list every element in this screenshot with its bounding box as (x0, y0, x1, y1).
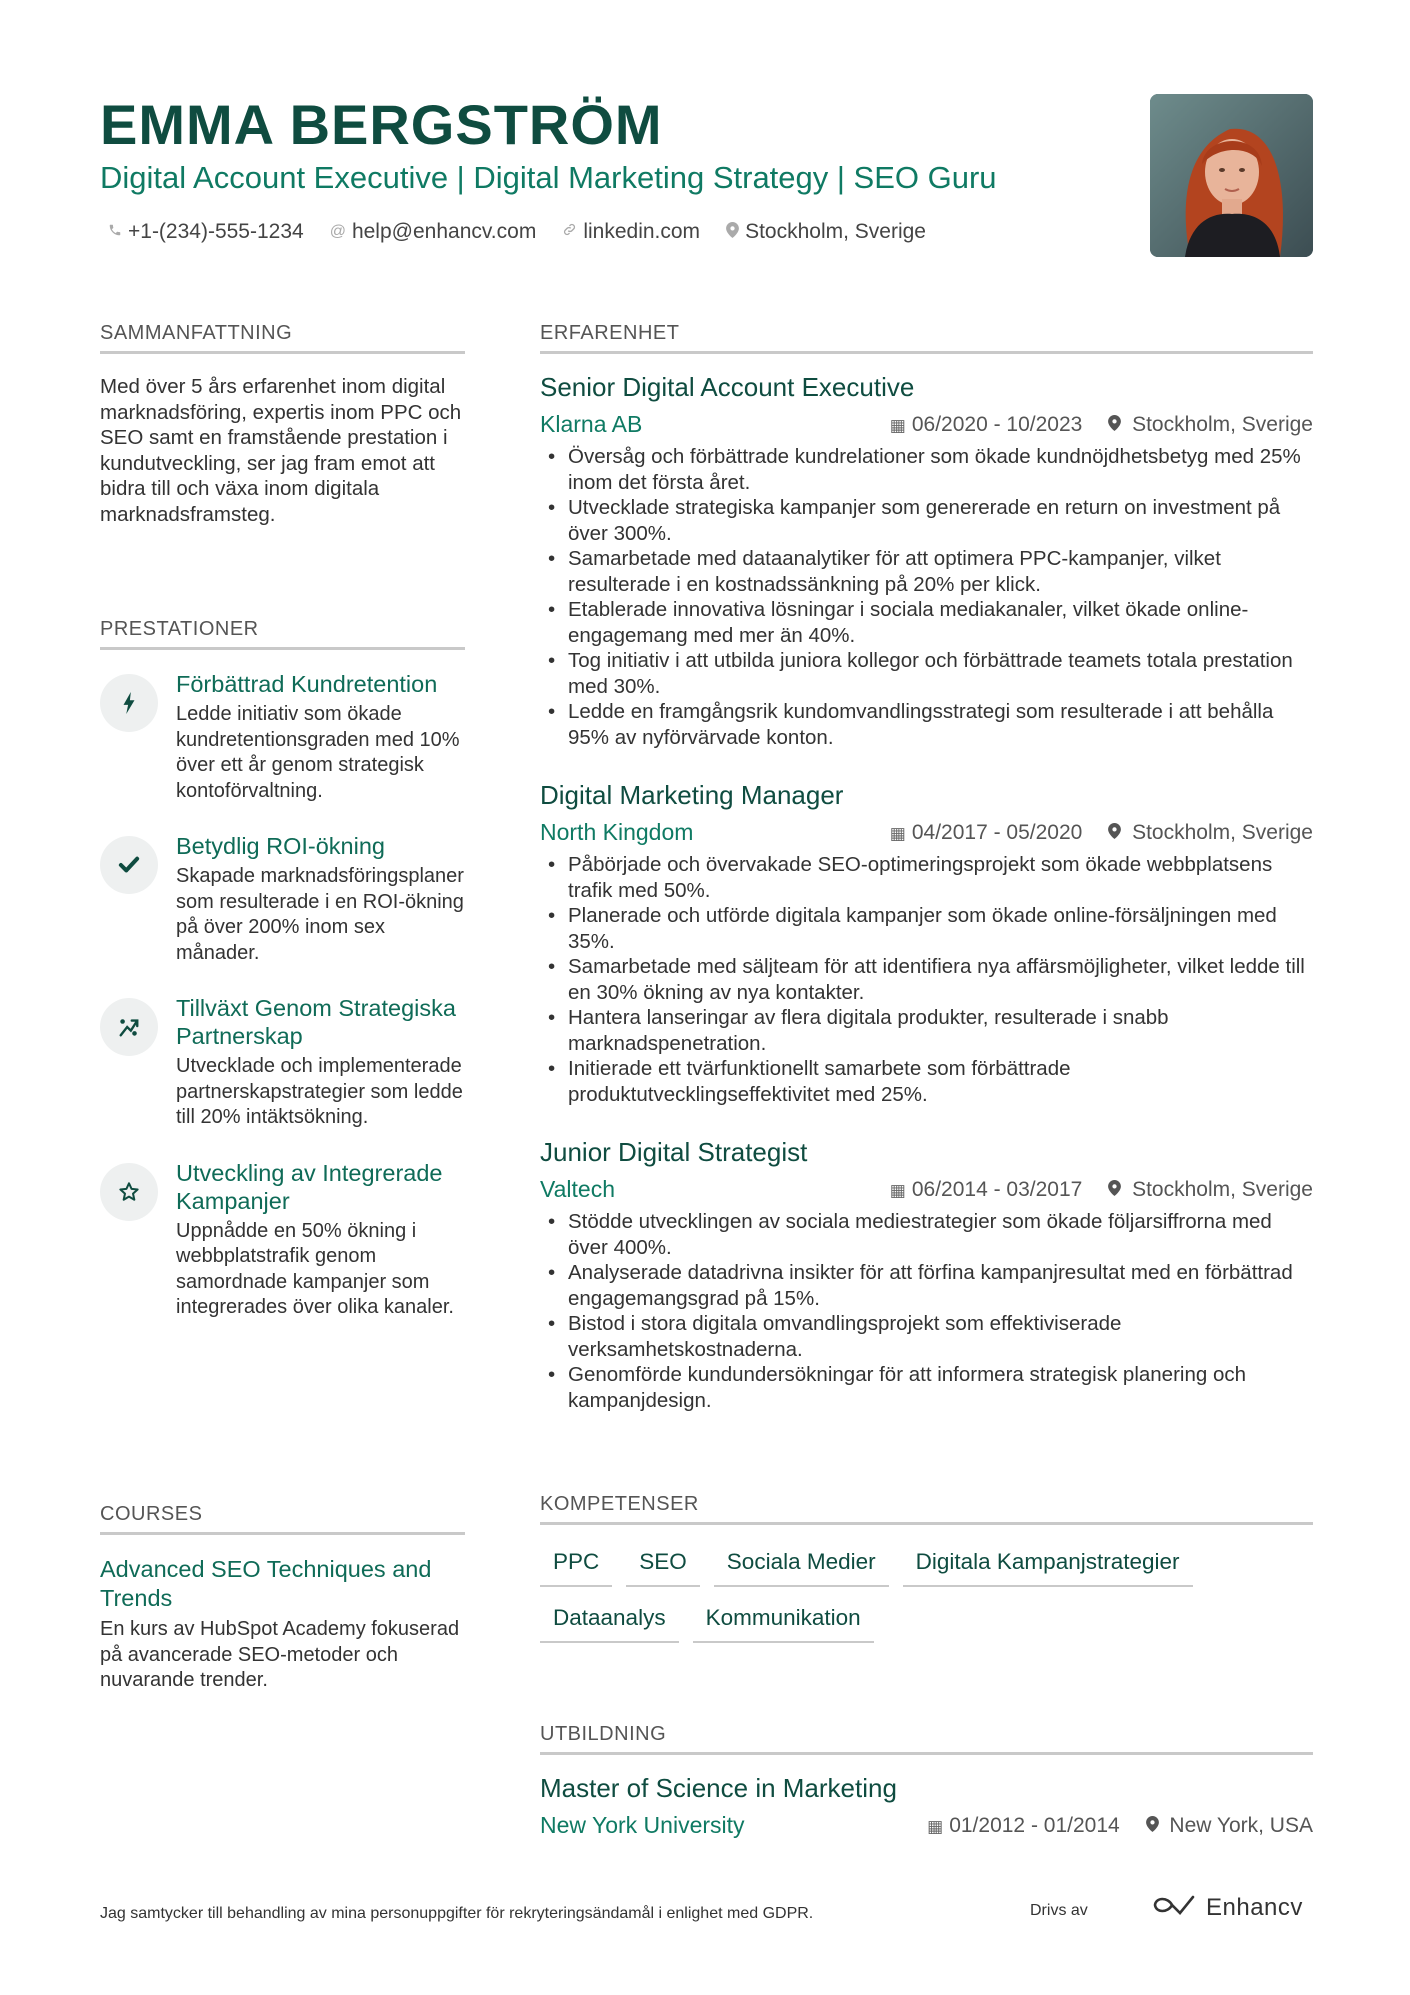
contact-location-text: Stockholm, Sverige (745, 220, 926, 243)
job-title: Senior Digital Account Executive (540, 372, 915, 402)
job-bullet: • Ledde en framgångsrik kundomvandlingsstrategi som resulterade i att behålla 95% av nyförvärvade konton. (540, 699, 1313, 750)
candidate-headline: Digital Account Executive | Digital Marketing Strategy | SEO Guru (100, 160, 997, 195)
job-title: Junior Digital Strategist (540, 1137, 808, 1167)
contact-linkedin-text: linkedin.com (583, 220, 701, 243)
job-bullet: • Utvecklade strategiska kampanjer som genererade en return on investment på över 300%. (540, 495, 1313, 546)
school-name: New York University (540, 1812, 745, 1838)
job-company: Klarna AB (540, 411, 643, 437)
education-dates: 01/2012 - 01/2014 (949, 1813, 1120, 1837)
skill-tag: PPC (540, 1545, 612, 1587)
skills-section (540, 1493, 1313, 1643)
at-icon: @ (329, 223, 346, 240)
lightning-icon (100, 674, 158, 732)
skill-tag: Kommunikation (693, 1601, 874, 1643)
contact-email-text: help@enhancv.com (351, 220, 537, 243)
education-heading: UTBILDNING (540, 1723, 1313, 1755)
enhancv-logo[interactable] (1150, 1893, 1303, 1922)
experience-section (540, 322, 1313, 1413)
achievement-title: Förbättrad Kundretention (176, 671, 438, 697)
job-bullet: • Stödde utvecklingen av sociala mediestrategier som ökade följarsiffrorna med över 400%. (540, 1209, 1313, 1260)
profile-photo (1150, 94, 1313, 257)
education-section (540, 1723, 1313, 1839)
contact-phone[interactable] (108, 220, 304, 244)
course-desc: En kurs av HubSpot Academy fokuserad på avancerade SEO-metoder och nuvarande trender. (100, 1618, 460, 1691)
link-icon (562, 222, 577, 242)
job-location: Stockholm, Sverige (1132, 412, 1313, 436)
job-location: Stockholm, Sverige (1132, 820, 1313, 844)
job-bullets (540, 852, 1313, 1107)
job-bullet: • Initierade ett tvärfunktionellt samarbete som förbättrade produktutvecklingseffektivitet med 25%. (540, 1056, 1313, 1107)
contact-bar (108, 220, 926, 244)
skill-tag: Dataanalys (540, 1601, 679, 1643)
job-entry (540, 1137, 1313, 1413)
job-company: North Kingdom (540, 819, 694, 845)
job-title: Digital Marketing Manager (540, 780, 844, 810)
gdpr-consent: Jag samtycker till behandling av mina personuppgifter för rekryteringsändamål i enlighet med GDPR. (100, 1905, 814, 1922)
job-bullet: • Samarbetade med säljteam för att identifiera nya affärsmöjligheter, vilket ledde till en 30% ökning av nya kontakter. (540, 954, 1313, 1005)
summary-section (100, 322, 465, 527)
job-bullet: • Genomförde kundundersökningar för att informera strategisk planering och kampanjdesign. (540, 1362, 1313, 1413)
achievement-desc: Utvecklade och implementerade partnerskapstrategier som ledde till 20% intäktsökning. (176, 1055, 463, 1128)
enhancv-logo-icon (1150, 1893, 1198, 1922)
job-bullet: • Analyserade datadrivna insikter för att förfina kampanjresultat med en förbättrad engagemangsgrad på 15%. (540, 1260, 1313, 1311)
job-bullet: • Tog initiativ i att utbilda juniora kollegor och förbättrade teamets totala prestation med 30%. (540, 648, 1313, 699)
contact-email[interactable] (330, 220, 537, 244)
calendar-icon: ▦ (889, 1180, 906, 1200)
education-entry (540, 1773, 1313, 1839)
enhancv-logo-text: Enhancv (1206, 1893, 1303, 1921)
courses-section (100, 1503, 465, 1694)
job-bullets (540, 1209, 1313, 1413)
achievement-item (100, 994, 465, 1131)
job-dates: 04/2017 - 05/2020 (911, 820, 1083, 844)
achievement-desc: Ledde initiativ som ökade kundretentionsgraden med 10% över ett år genom strategisk kontoförvaltning. (176, 703, 460, 802)
achievement-title: Utveckling av Integrerade Kampanjer (176, 1159, 443, 1214)
job-bullet: • Etablerade innovativa lösningar i sociala mediakanaler, vilket ökade online-engagemang med mer än 40%. (540, 597, 1313, 648)
achievement-item (100, 670, 465, 804)
star-icon (100, 1163, 158, 1221)
skills-heading: KOMPETENSER (540, 1493, 1313, 1525)
job-bullet: • Översåg och förbättrade kundrelationer som ökade kundnöjdhetsbetyg med 25% inom det första året. (540, 444, 1313, 495)
course-title: Advanced SEO Techniques and Trends (100, 1556, 432, 1611)
achievement-desc: Uppnådde en 50% ökning i webbplatstrafik genom samordnade kampanjer som integrerades över olika kanaler. (176, 1219, 454, 1318)
job-bullet: • Bistod i stora digitala omvandlingsprojekt som effektiviserade verksamhetskostnaderna. (540, 1311, 1313, 1362)
location-icon (1108, 416, 1126, 435)
experience-heading: ERFARENHET (540, 322, 1313, 354)
degree-title: Master of Science in Marketing (540, 1773, 897, 1803)
summary-heading: SAMMANFATTNING (100, 322, 465, 354)
job-location: Stockholm, Sverige (1132, 1177, 1313, 1201)
contact-linkedin[interactable] (562, 220, 700, 244)
job-bullet: • Samarbetade med dataanalytiker för att optimera PPC-kampanjer, vilket resulterade i en kostnadssänkning på 20% per klick. (540, 546, 1313, 597)
courses-heading: COURSES (100, 1503, 465, 1535)
location-icon (1108, 824, 1126, 843)
achievement-item (100, 832, 465, 966)
job-bullets (540, 444, 1313, 750)
calendar-icon: ▦ (927, 1816, 944, 1836)
check-icon (100, 836, 158, 894)
job-bullet: • Planerade och utförde digitala kampanjer som ökade online-försäljningen med 35%. (540, 903, 1313, 954)
location-icon (1108, 1181, 1126, 1200)
contact-location (726, 220, 926, 244)
job-dates: 06/2014 - 03/2017 (911, 1177, 1083, 1201)
job-dates: 06/2020 - 10/2023 (911, 412, 1083, 436)
location-icon (1146, 1817, 1164, 1836)
phone-icon (108, 223, 122, 242)
achievement-title: Tillväxt Genom Strategiska Partnerskap (176, 995, 456, 1049)
skills-list (540, 1545, 1313, 1643)
calendar-icon: ▦ (889, 823, 906, 843)
calendar-icon: ▦ (889, 415, 906, 435)
candidate-name: EMMA BERGSTRÖM (100, 93, 663, 156)
contact-phone-text: +1-(234)-555-1234 (128, 220, 304, 243)
summary-text: Med över 5 års erfarenhet inom digital marknadsföring, expertis inom PPC och SEO samt en framstående prestation i kundutveckling, ser jag fram emot att bidra till och växa inom digitala marknadsframsteg. (100, 375, 462, 526)
skill-tag: Digitala Kampanjstrategier (903, 1545, 1193, 1587)
job-entry (540, 780, 1313, 1107)
job-company: Valtech (540, 1176, 616, 1202)
achievement-item (100, 1159, 465, 1321)
location-icon (726, 222, 739, 243)
achievements-heading: PRESTATIONER (100, 618, 465, 650)
growth-icon (100, 998, 158, 1056)
achievement-desc: Skapade marknadsföringsplaner som resulterade i en ROI-ökning på över 200% inom sex månader. (176, 865, 464, 964)
education-location: New York, USA (1169, 1813, 1313, 1837)
powered-by-label: Drivs av (1030, 1902, 1088, 1919)
skill-tag: Sociala Medier (714, 1545, 889, 1587)
job-entry (540, 372, 1313, 750)
skill-tag: SEO (626, 1545, 700, 1587)
job-bullet: • Påbörjade och övervakade SEO-optimeringsprojekt som ökade webbplatsens trafik med 50%. (540, 852, 1313, 903)
achievement-title: Betydlig ROI-ökning (176, 833, 385, 859)
achievements-section (100, 618, 465, 1321)
job-bullet: • Hantera lanseringar av flera digitala produkter, resulterade i snabb marknadspenetration. (540, 1005, 1313, 1056)
